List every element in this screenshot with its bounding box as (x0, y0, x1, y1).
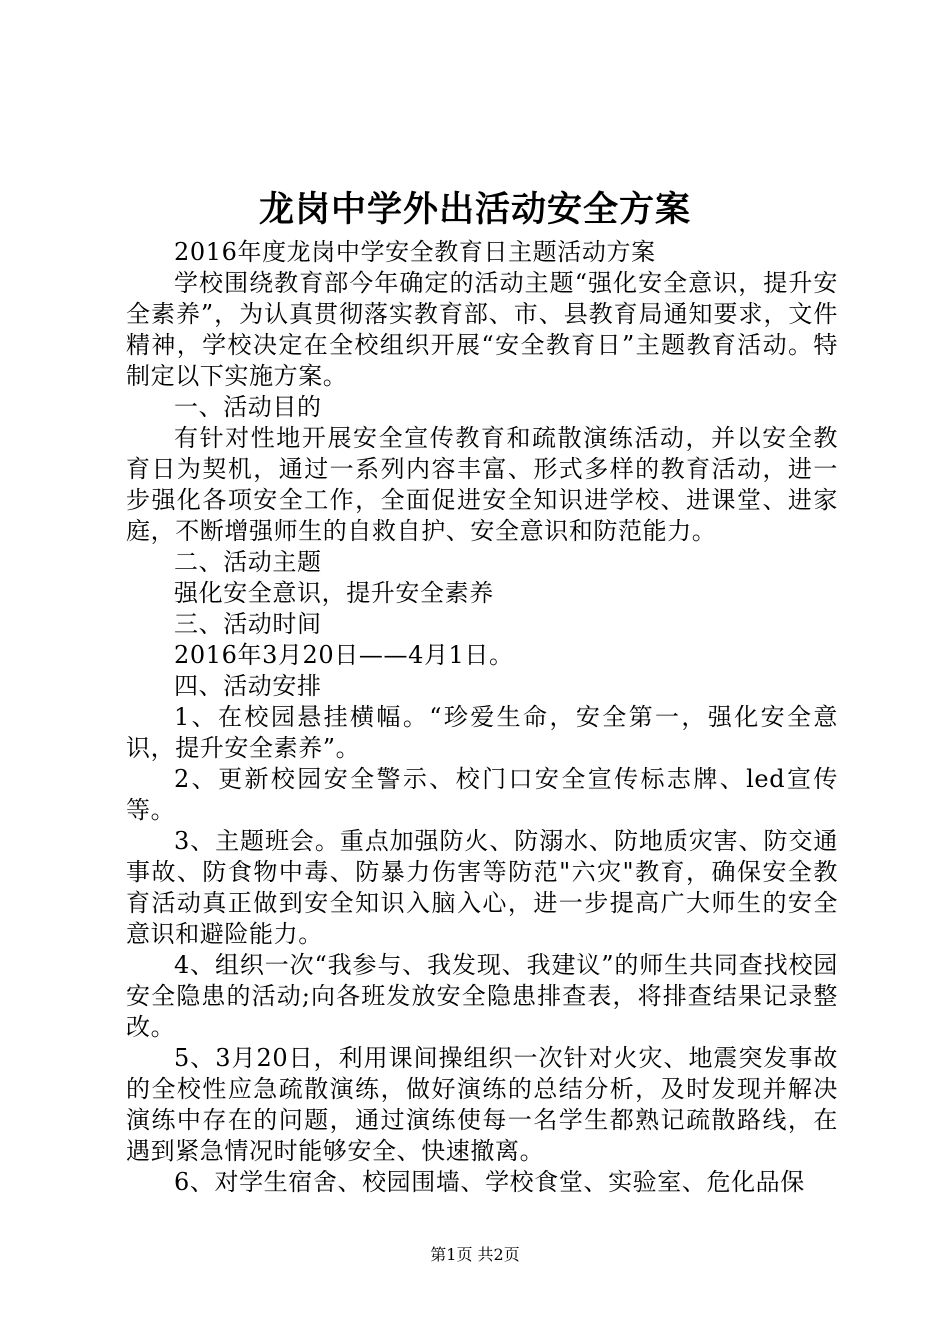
paragraph-plan-heading: 2016年度龙岗中学安全教育日主题活动方案 (174, 238, 656, 266)
list-item-1: 1、在校园悬挂横幅。“珍爱生命，安全第一，强化安全意识，提升安全素养”。 (126, 703, 838, 762)
section-heading-arrangement: 四、活动安排 (174, 672, 322, 700)
list-item-3: 3、主题班会。重点加强防火、防溺水、防地质灾害、防交通事故、防食物中毒、防暴力伤害等防范"六灾"教育，确保安全教育活动真正做到安全知识入脑入心，进一步提高广大师生的安全意识和避险能力。 (126, 827, 838, 948)
page-footer: 第1页 共2页 (430, 1245, 520, 1264)
section-heading-time: 三、活动时间 (174, 610, 322, 638)
document-title: 龙岗中学外出活动安全方案 (258, 189, 691, 230)
list-item-6: 6、对学生宿舍、校园围墙、学校食堂、实验室、危化品保 (174, 1168, 805, 1196)
section-heading-theme: 二、活动主题 (174, 548, 322, 576)
section-heading-purpose: 一、活动目的 (174, 393, 322, 421)
paragraph-theme: 强化安全意识，提升安全素养 (174, 579, 494, 607)
list-item-5: 5、3月20日，利用课间操组织一次针对火灾、地震突发事故的全校性应急疏散演练，做好演练的总结分析，及时发现并解决演练中存在的问题，通过演练使每一名学生都熟记疏散路线，在遇到紧急情况时能够安全、快速撤离。 (126, 1044, 838, 1165)
paragraph-intro: 学校围绕教育部今年确定的活动主题“强化安全意识，提升安全素养”，为认真贯彻落实教育部、市、县教育局通知要求，文件精神，学校决定在全校组织开展“安全教育日”主题教育活动。特制定以下实施方案。 (126, 269, 838, 390)
paragraph-purpose: 有针对性地开展安全宣传教育和疏散演练活动，并以安全教育日为契机，通过一系列内容丰富、形式多样的教育活动，进一步强化各项安全工作，全面促进安全知识进学校、进课堂、进家庭，不断增强师生的自救自护、安全意识和防范能力。 (126, 424, 838, 545)
list-item-4: 4、组织一次“我参与、我发现、我建议”的师生共同查找校园安全隐患的活动;向各班发放安全隐患排查表，将排查结果记录整改。 (126, 951, 838, 1041)
paragraph-time: 2016年3月20日——4月1日。 (174, 641, 514, 669)
document-body (126, 237, 838, 1198)
list-item-2: 2、更新校园安全警示、校门口安全宣传标志牌、led宣传等。 (126, 765, 838, 824)
